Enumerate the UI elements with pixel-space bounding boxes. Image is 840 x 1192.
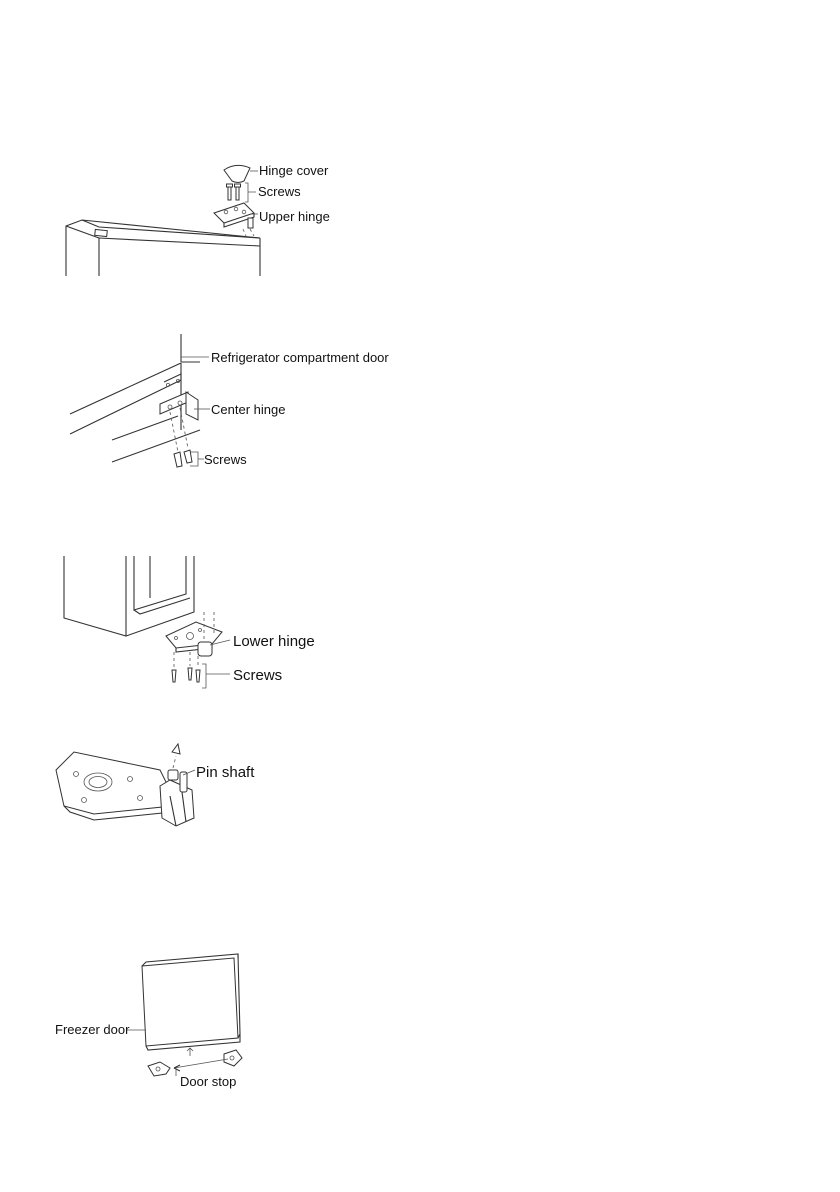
hinge-cover-part xyxy=(224,165,250,182)
figure-pin-shaft xyxy=(56,744,195,826)
figure-freezer-door xyxy=(126,954,242,1076)
figure-center-hinge xyxy=(70,334,210,467)
refrigerator-door-label: Refrigerator compartment door xyxy=(211,350,389,365)
door-stop-part xyxy=(148,1048,242,1076)
center-hinge-part xyxy=(160,379,198,420)
freezer-door-label: Freezer door xyxy=(55,1022,130,1037)
hinge-cover-label: Hinge cover xyxy=(259,163,329,178)
figure-upper-hinge xyxy=(66,165,260,276)
center-hinge-label: Center hinge xyxy=(211,402,286,417)
lower-hinge-label: Lower hinge xyxy=(233,633,315,650)
upper-hinge-part xyxy=(214,203,254,236)
hinge-bracket-part xyxy=(56,752,194,826)
upper-screws-label: Screws xyxy=(258,184,301,199)
upper-hinge-label: Upper hinge xyxy=(259,209,330,224)
center-screws-label: Screws xyxy=(204,452,247,467)
refrigerator-top-drawing xyxy=(66,220,260,276)
lower-screws-part xyxy=(172,652,200,682)
lower-screws-label: Screws xyxy=(233,667,283,684)
pin-shaft-label: Pin shaft xyxy=(196,764,255,781)
freezer-door-part xyxy=(142,954,240,1050)
refrigerator-bottom-drawing xyxy=(64,556,194,636)
figure-lower-hinge xyxy=(64,556,230,688)
door-stop-label: Door stop xyxy=(180,1074,237,1089)
upper-screws-part xyxy=(227,184,241,200)
